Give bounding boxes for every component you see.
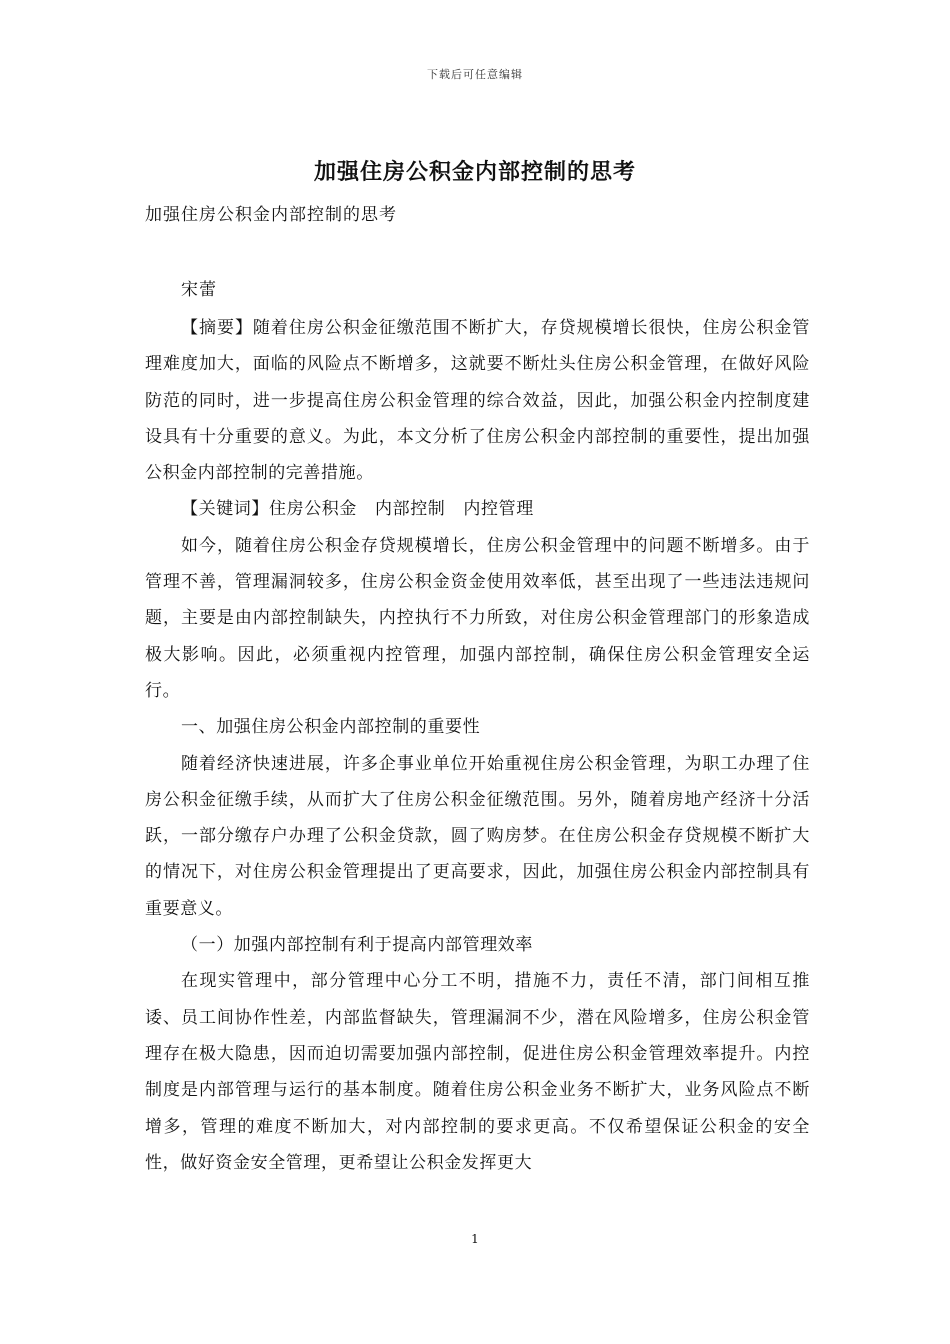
abstract-paragraph: 【摘要】随着住房公积金征缴范围不断扩大，存贷规模增长很快，住房公积金管理难度加大，面临的风险点不断增多，这就要不断灶头住房公积金管理，在做好风险防范的同时，进一步提高住房公积金管理的综合效益，因此，加强公积金内控制度建设具有十分重要的意义。为此，本文分析了住房公积金内部控制的重要性，提出加强公积金内部控制的完善措施。 (145, 318, 810, 484)
keywords-label: 【关键词】住房公积金 (181, 499, 357, 520)
keyword-item: 内部控制 (375, 499, 446, 520)
section-heading: 一、加强住房公积金内部控制的重要性 (181, 717, 481, 738)
author-name: 宋蕾 (181, 280, 217, 300)
subsection-paragraph: 在现实管理中，部分管理中心分工不明，措施不力，责任不清，部门间相互推诿、员工间协作性差，内部监督缺失，管理漏洞不少，潜在风险增多，住房公积金管理存在极大隐患，因而迫切需要加强内部控制，促进住房公积金管理效率提升。内控制度是内部管理与运行的基本制度。随着住房公积金业务不断扩大，业务风险点不断增多，管理的难度不断加大，对内部控制的要求更高。不仅希望保证公积金的安全性，做好资金安全管理，更希望让公积金发挥更大 (145, 971, 810, 1173)
subtitle: 加强住房公积金内部控制的思考 (145, 205, 397, 225)
page-number: 1 (471, 1232, 479, 1246)
section-paragraph: 随着经济快速进展，许多企事业单位开始重视住房公积金管理，为职工办理了住房公积金征缴手续，从而扩大了住房公积金征缴范围。另外，随着房地产经济十分活跃，一部分缴存户办理了公积金贷款，圆了购房梦。在住房公积金存贷规模不断扩大的情况下，对住房公积金管理提出了更高要求，因此，加强住房公积金内部控制具有重要意义。 (145, 753, 810, 919)
keyword-item: 内控管理 (463, 499, 534, 520)
subsection-heading: （一）加强内部控制有利于提高内部管理效率 (181, 935, 533, 956)
intro-paragraph: 如今，随着住房公积金存贷规模增长，住房公积金管理中的问题不断增多。由于管理不善，管理漏洞较多，住房公积金资金使用效率低，甚至出现了一些违法违规问题，主要是由内部控制缺失，内控执行不力所致，对住房公积金管理部门的形象造成极大影响。因此，必须重视内控管理，加强内部控制，确保住房公积金管理安全运行。 (145, 535, 810, 701)
article-body (145, 310, 810, 1181)
page-title: 加强住房公积金内部控制的思考 (313, 160, 636, 185)
header-note: 下载后可任意编辑 (427, 68, 523, 81)
keywords-paragraph (145, 491, 810, 527)
